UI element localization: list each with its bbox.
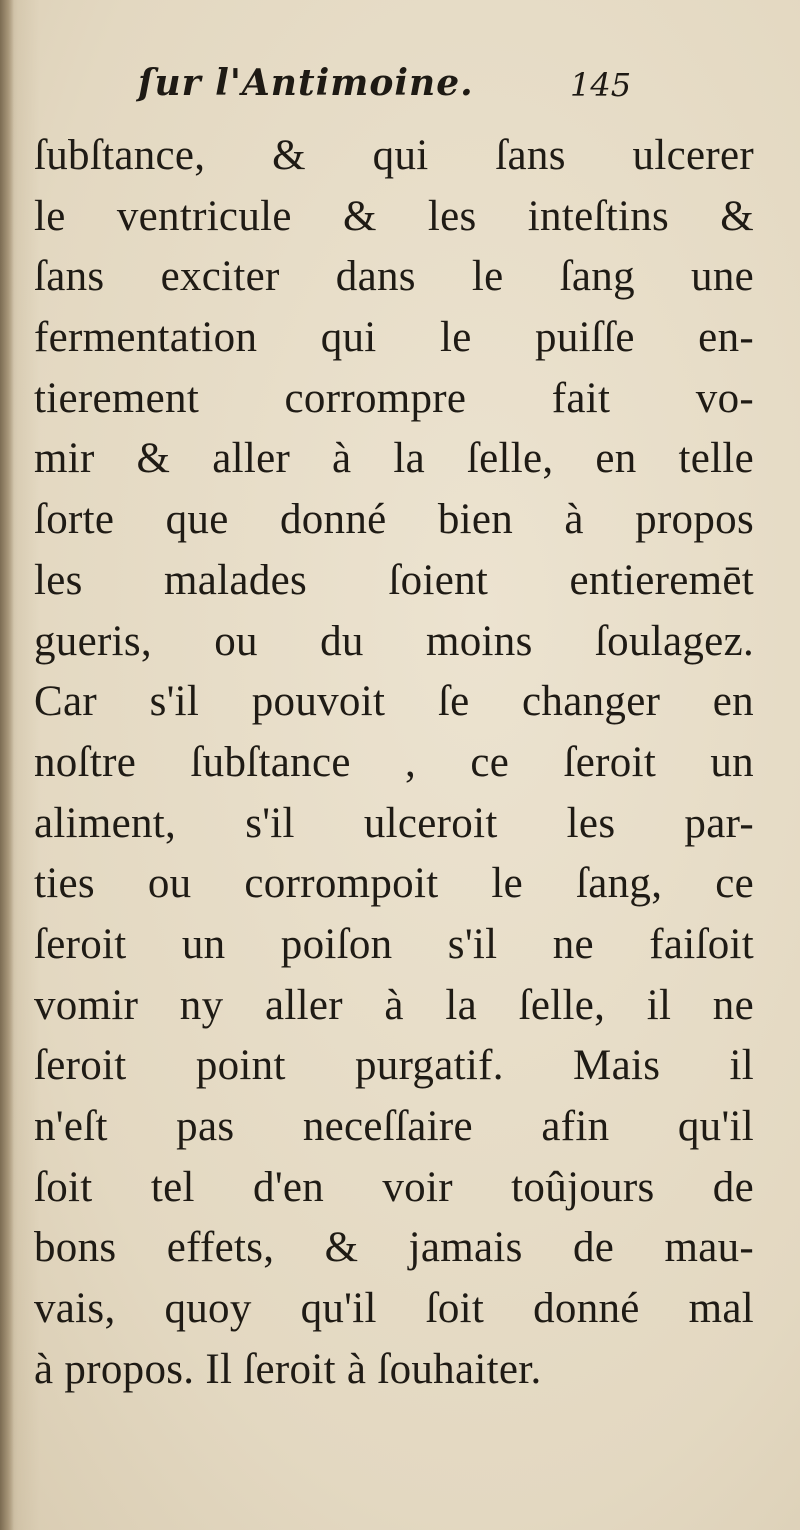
text-line: n'eſt pas neceſſaire afin qu'il (34, 1103, 754, 1150)
text-line: ſans exciter dans le ſang une (34, 253, 754, 301)
text-line: mir & aller à la ſelle, en telle (34, 435, 754, 483)
text-line: ſubſtance, & qui ſans ulcerer (34, 132, 754, 179)
text-line: ties ou corrompoit le ſang, ce (34, 860, 754, 908)
body-text (34, 126, 754, 1400)
text-line: les malades ſoient entieremēt (34, 556, 754, 604)
text-line: ſeroit un poiſon s'il ne faiſoit (34, 920, 754, 968)
text-line: noſtre ſubſtance , ce ſeroit un (34, 738, 754, 786)
text-line: le ventricule & les inteſtins & (34, 192, 754, 240)
text-line: ſorte que donné bien à propos (34, 496, 754, 544)
text-line: ſeroit point purgatif. Mais il (34, 1042, 754, 1090)
text-line-last: à propos. Il ſeroit à ſouhaiter. (34, 1345, 542, 1393)
text-line: vomir ny aller à la ſelle, il ne (34, 981, 754, 1029)
text-line: vais, quoy qu'il ſoit donné mal (34, 1285, 754, 1333)
text-line: fermentation qui le puiſſe en- (34, 314, 754, 362)
text-line: ſoit tel d'en voir toûjours de (34, 1163, 754, 1211)
text-line: bons effets, & jamais de mau- (34, 1224, 754, 1272)
running-title: ſur l'Antimoine. (138, 62, 474, 104)
page-number: 145 (570, 66, 632, 104)
text-line: aliment, s'il ulceroit les par- (34, 799, 754, 847)
page-header (60, 62, 680, 122)
text-line: tierement corrompre fait vo- (34, 374, 754, 422)
text-line: Car s'il pouvoit ſe changer en (34, 678, 754, 726)
binding-gutter (0, 0, 14, 1530)
text-line: gueris, ou du moins ſoulagez. (34, 617, 754, 665)
